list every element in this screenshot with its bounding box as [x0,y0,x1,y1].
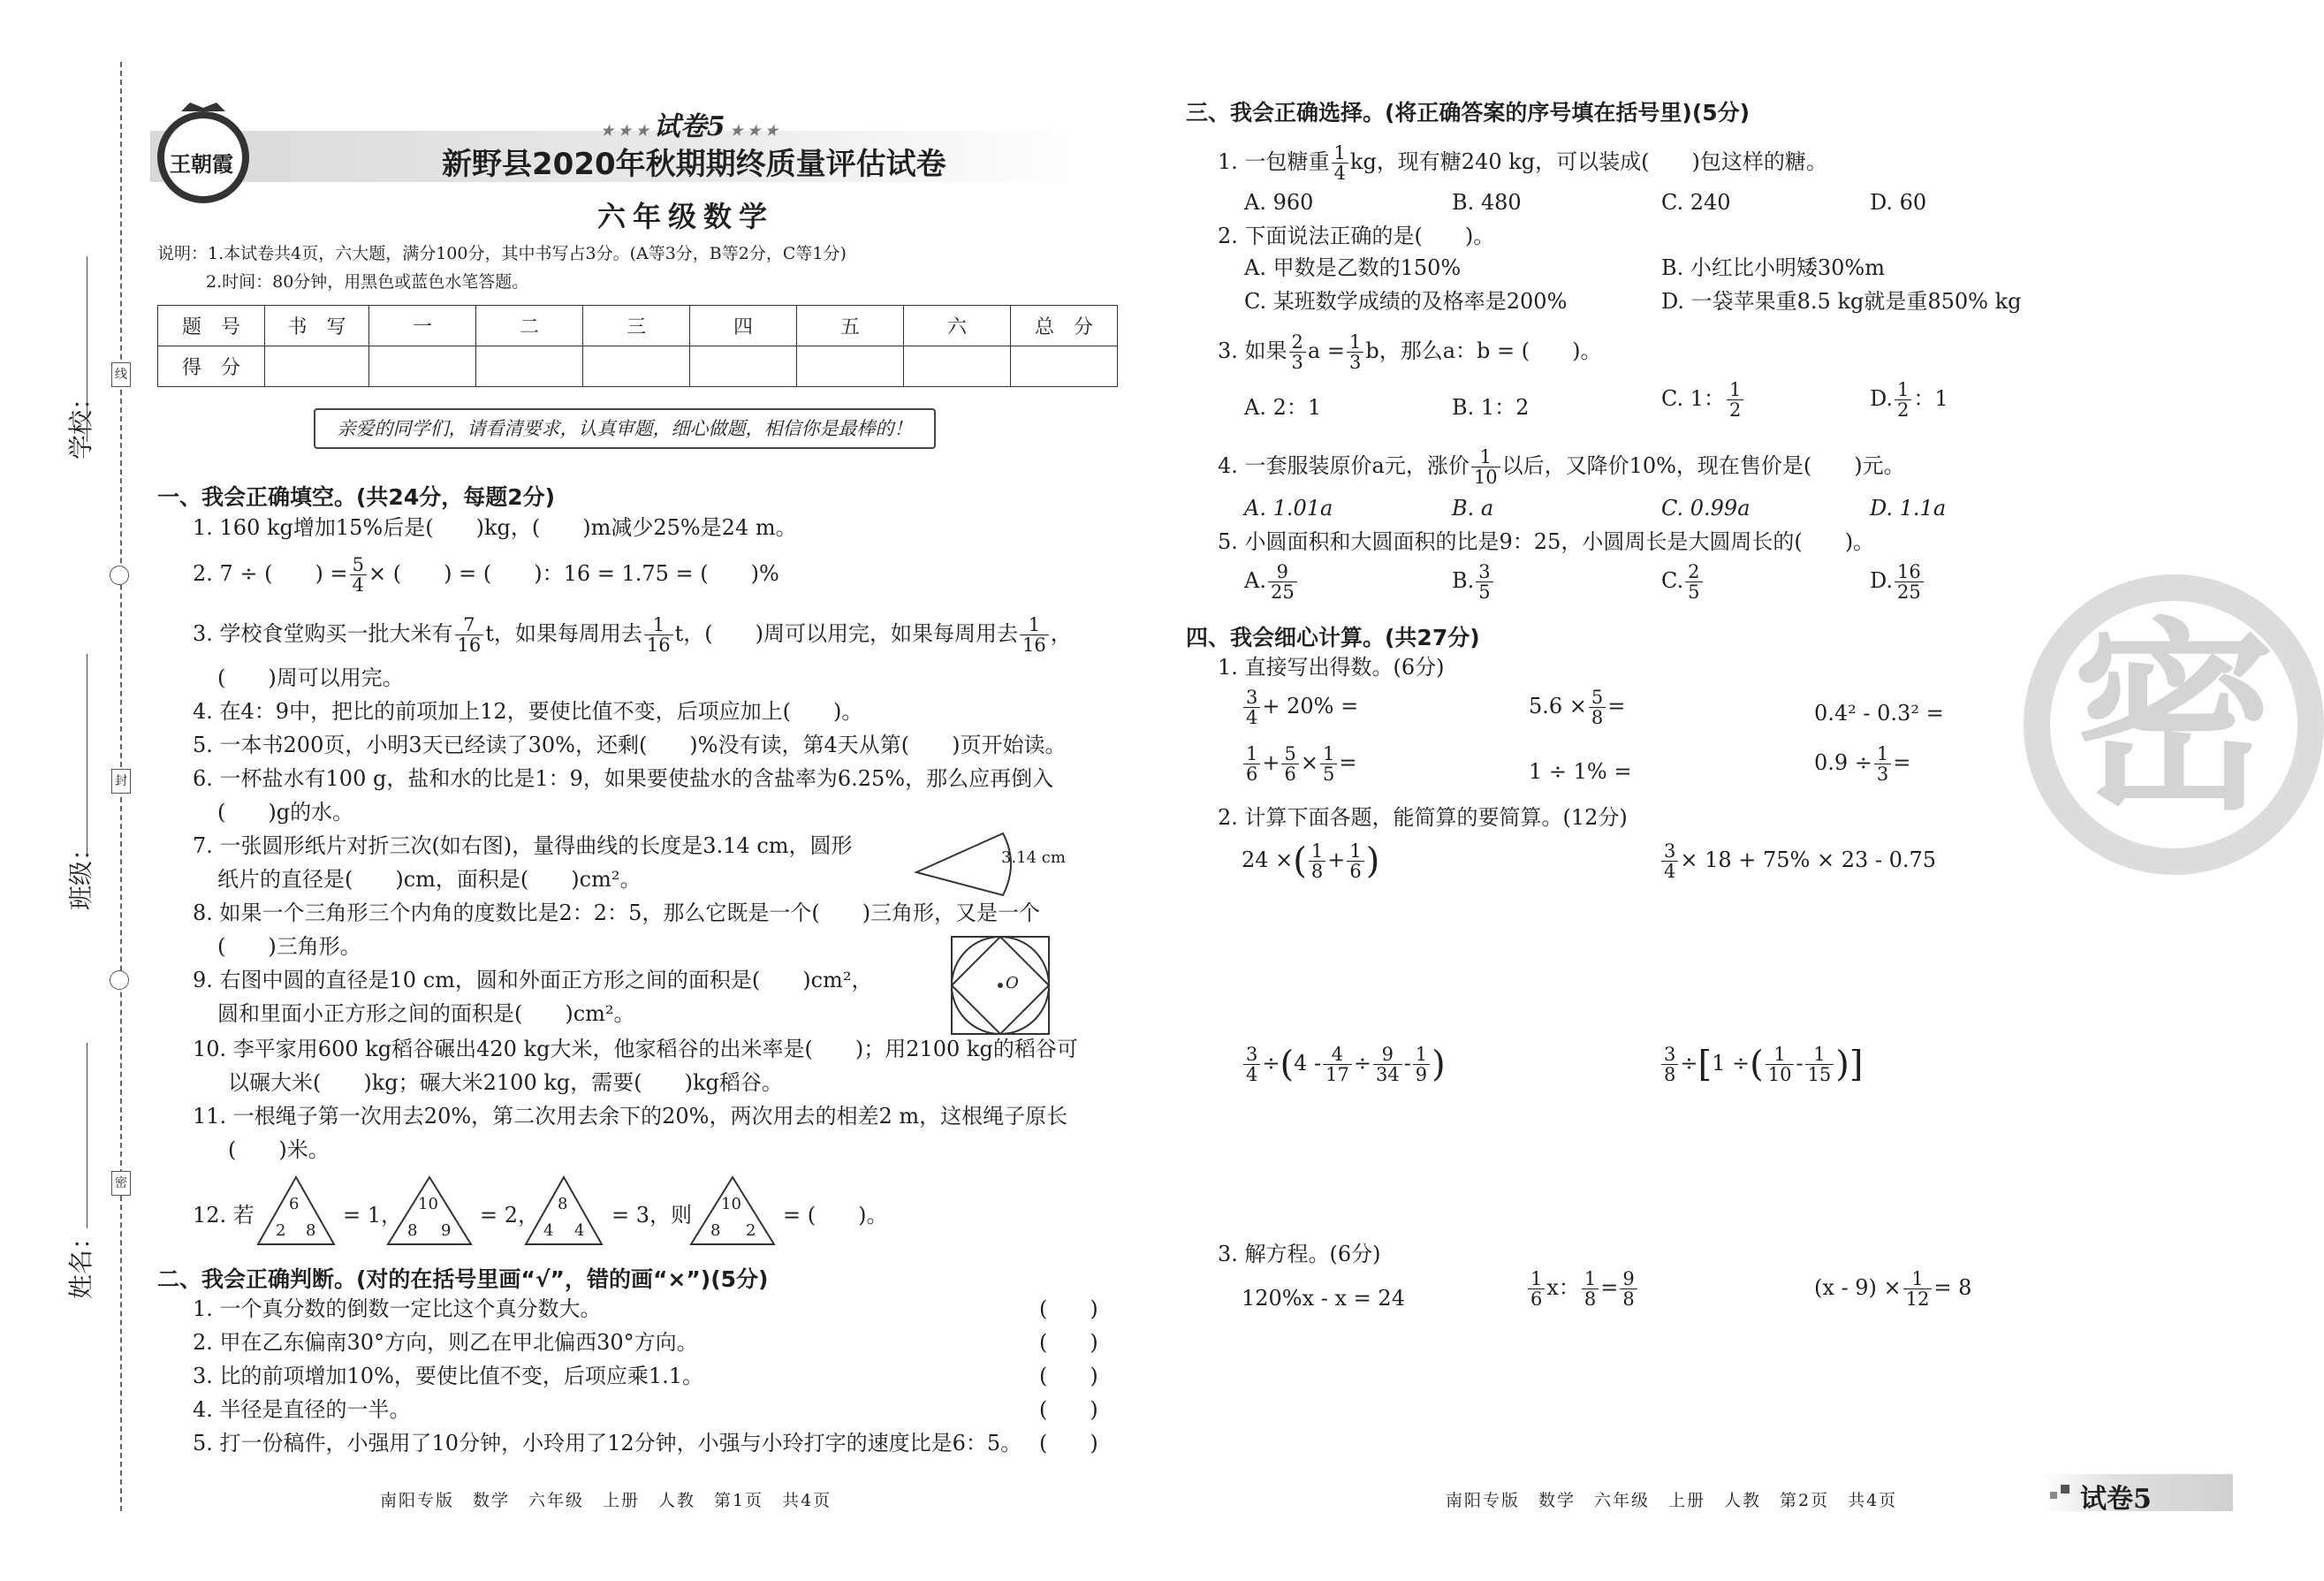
s2-answer-3[interactable]: ( ) [1039,1364,1098,1388]
fraction: $\frac{2}{3}$ [1289,332,1306,372]
triangle-top-number: 6 [289,1195,300,1213]
fraction: $\frac{1}{16}$ [644,615,673,655]
s3-q2-opt-c[interactable]: C. 某班数学成绩的及格率是200% [1244,289,1568,314]
s3-q5-opt-d[interactable]: D. $\frac{16}{25}$ [1870,562,1925,602]
s4-eq-2: $\frac{1}{6}$ x： $\frac{1}{8}$ = $\frac{9}{8}$ [1526,1269,1639,1309]
fraction: $\frac{3}{4}$ [1661,841,1678,881]
s3-q1: 1. 一包糖重 $\frac{1}{4}$ kg，现有糖240 kg，可以装成( )包这样的糖。 [1218,142,1827,184]
s1-q9: 9. 右图中圆的直径是10 cm，圆和外面正方形之间的面积是( )cm²， [193,968,873,992]
secret-mark: 密 [111,1171,131,1196]
s4-calc-4: $\frac{1}{6}$ + $\frac{5}{6}$ × $\frac{1}{5}$ = [1242,744,1356,784]
s2-answer-4[interactable]: ( ) [1039,1397,1098,1422]
seal-mark: 封 [111,769,131,794]
triangle-right-number: 9 [441,1221,452,1240]
fraction: $\frac{9}{25}$ [1268,562,1297,602]
square-circle-figure [950,935,1052,1040]
s3-q4-opt-b[interactable]: B. a [1452,496,1494,521]
s1-q9-cont: 圆和里面小正方形之间的面积是( )cm²。 [217,1001,635,1026]
fraction: $\frac{5}{6}$ [1281,744,1298,784]
triangle-figure [524,1175,604,1246]
s3-q5-opt-c[interactable]: C. $\frac{2}{5}$ [1661,562,1705,602]
s4-calc-2: 5.6 × $\frac{5}{8}$ = [1529,687,1626,728]
footer-left: 南阳专版 数学 六年级 上册 人教 第1页 共4页 [380,1491,832,1510]
s1-q12-result-4: = ( )。 [783,1203,888,1228]
fraction: $\frac{9}{8}$ [1620,1269,1637,1309]
score-col-3: 三 [583,306,690,346]
fraction: $\frac{1}{2}$ [1895,380,1911,420]
class-label: 班级： [66,835,95,910]
s3-q4-opt-c[interactable]: C. 0.99a [1661,496,1751,521]
motto-text: 亲爱的同学们，请看清要求，认真审题，细心做题，相信你是最棒的！ [337,418,913,439]
s2-item-1: 1. 一个真分数的倒数一定比这个真分数大。 [193,1296,602,1321]
s1-q6-cont: ( )g的水。 [217,800,354,825]
s3-q5: 5. 小圆面积和大圆面积的比是9：25，小圆周长是大圆周长的( )。 [1218,529,1875,554]
logo-badge [150,95,256,215]
s1-q8: 8. 如果一个三角形三个内角的度数比是2：2：5，那么它既是一个( )三角形，又是一个 [193,901,1041,925]
s4-eq-1: 120%x - x = 24 [1242,1286,1405,1311]
circle-ornament-icon [110,970,129,990]
s2-item-2: 2. 甲在乙东偏南30°方向，则乙在甲北偏西30°方向。 [193,1330,698,1355]
s4-eq-3: (x - 9) × $\frac{1}{12}$ = 8 [1814,1268,1972,1310]
fraction: $\frac{1}{10}$ [1766,1045,1795,1084]
s1-q1: 1. 160 kg增加15%后是( )kg，( )m减少25%是24 m。 [193,515,797,540]
fraction: $\frac{1}{8}$ [1309,841,1325,881]
s4-calc-1: $\frac{3}{4}$ + 20% = [1242,688,1358,727]
score-table-header-row [158,306,1118,346]
fraction: $\frac{1}{10}$ [1471,447,1500,487]
triangle-figure [386,1175,473,1246]
fraction: $\frac{5}{4}$ [350,555,367,595]
fraction: $\frac{1}{6}$ [1347,841,1363,881]
s4-calc-6: 0.9 ÷ $\frac{1}{3}$ = [1814,743,1911,785]
triangle-top-number: 8 [558,1195,568,1213]
score-cell[interactable] [1011,346,1118,387]
s3-q4-opt-d[interactable]: D. 1.1a [1870,496,1947,521]
fraction: $\frac{3}{4}$ [1243,1045,1260,1084]
s3-q2: 2. 下面说法正确的是( )。 [1218,224,1495,248]
triangle-left-number: 4 [543,1221,554,1240]
s1-q2: 2. 7 ÷ ( ) = $\frac{5}{4}$ × ( ) = ( )：16 = 1.75 = ( )% [193,554,779,596]
exam-tag [2041,1474,2233,1515]
footer-right: 南阳专版 数学 六年级 上册 人教 第2页 共4页 [1446,1491,1898,1510]
score-col-label: 题 号 [158,306,265,346]
score-col-2: 二 [476,306,583,346]
fraction: $\frac{4}{17}$ [1323,1045,1352,1084]
triangle-right-number: 4 [574,1221,585,1240]
exam-number: ★ ★ ★ 试卷5 ★ ★ ★ [601,111,778,142]
exam-note-2: 2.时间：80分钟，用黑色或蓝色水笔答题。 [206,272,529,292]
fraction: $\frac{1}{3}$ [1347,332,1363,372]
s1-q6: 6. 一杯盐水有100 g，盐和水的比是1：9，如果要使盐水的含盐率为6.25%，那么应再倒入 [193,766,1054,791]
s3-q5-opt-b[interactable]: B. $\frac{3}{5}$ [1452,562,1495,602]
exam-title: 新野县2020年秋期期终质量评估试卷 [442,147,946,182]
s1-q3-cont: ( )周可以用完。 [217,665,404,690]
s1-q11-cont: ( )米。 [228,1137,330,1162]
triangle-left-number: 8 [710,1221,721,1240]
star-icon: ★ ★ ★ [601,122,654,139]
score-cell[interactable] [265,346,369,387]
fraction: $\frac{1}{6}$ [1528,1269,1545,1309]
score-cell[interactable] [476,346,583,387]
score-cell[interactable] [369,346,476,387]
fraction: $\frac{7}{16}$ [455,615,484,655]
s1-q12-result-2: = 2， [480,1203,540,1228]
s4-calc-5: 1 ÷ 1% = [1529,759,1632,784]
triangle-figure [256,1175,336,1246]
s1-q11: 11. 一根绳子第一次用去20%，第二次用去余下的20%，两次用去的相差2 m，这根绳子原长 [193,1104,1068,1129]
score-table-score-row [158,346,1118,387]
seal-watermark-char: 密 [2071,602,2275,838]
square-deco-icon [2061,1485,2070,1494]
triangle-left-number: 8 [407,1221,418,1240]
exam-subject: 六年级数学 [597,200,775,233]
s1-q3: 3. 学校食堂购买一批大米有 $\frac{7}{16}$ t，如果每周用去 $\frac{1}{16}$ t，( )周可以用完，如果每周用去 $\frac{1}{16}$ ， [193,614,1072,656]
s3-q3-opt-b[interactable]: B. 1：2 [1452,395,1530,420]
fraction: $\frac{1}{8}$ [1582,1269,1599,1309]
score-table [157,305,1118,387]
logo-text: 王朝霞 [170,151,233,177]
s3-q1-opt-b[interactable]: B. 480 [1452,190,1522,215]
score-col-5: 五 [797,306,904,346]
triangle-left-number: 2 [276,1221,286,1240]
s1-q12-label: 12. 若 [193,1203,254,1228]
s3-q1-opt-c[interactable]: C. 240 [1661,190,1731,215]
square-deco-icon [2050,1492,2057,1499]
s2-item-3: 3. 比的前项增加10%，要使比值不变，后项应乘1.1。 [193,1364,704,1388]
s3-q1-opt-d[interactable]: D. 60 [1870,190,1927,215]
score-col-total: 总 分 [1011,306,1118,346]
fraction: $\frac{1}{6}$ [1243,744,1260,784]
s3-q5-opt-a[interactable]: A. $\frac{9}{25}$ [1244,562,1299,602]
s3-q2-opt-a[interactable]: A. 甲数是乙数的150% [1244,255,1462,280]
square-circle-icon [950,935,1052,1037]
triangle-top-number: 10 [418,1195,438,1213]
section-3-title: 三、我会正确选择。(将正确答案的序号填在括号里)(5分) [1186,100,1751,125]
score-col-1: 一 [369,306,476,346]
fraction: $\frac{1}{4}$ [1332,143,1348,183]
s1-q7: 7. 一张圆形纸片对折三次(如右图)，量得曲线的长度是3.14 cm，圆形 [193,833,853,858]
score-cell[interactable] [690,346,797,387]
exam-tag-text: 试卷5 [2080,1484,2152,1515]
s3-q2-opt-b[interactable]: B. 小红比小明矮30%m [1661,255,1885,280]
s2-answer-1[interactable]: ( ) [1039,1296,1098,1321]
s2-item-5: 5. 打一份稿件，小强用了10分钟，小玲用了12分钟，小强与小玲打字的速度比是6：5。 [193,1431,1022,1456]
fraction: $\frac{1}{12}$ [1903,1269,1933,1309]
fraction: $\frac{1}{9}$ [1413,1045,1430,1084]
line-mark: 线 [111,362,131,387]
s3-q3-opt-a[interactable]: A. 2：1 [1244,395,1322,420]
s2-answer-2[interactable]: ( ) [1039,1330,1098,1355]
triangle-figure [689,1175,776,1246]
fraction: $\frac{3}{5}$ [1476,562,1492,602]
seal-watermark [2024,574,2324,875]
fraction: $\frac{5}{8}$ [1589,688,1606,727]
section-4-title: 四、我会细心计算。(共27分) [1186,625,1480,650]
score-col-writing: 书 写 [265,306,369,346]
score-cell[interactable] [797,346,904,387]
exam-note-1: 说明：1.本试卷共4页，六大题，满分100分，其中书写占3分。(A等3分，B等2分，C等1分) [157,244,847,263]
s2-item-4: 4. 半径是直径的一半。 [193,1397,411,1422]
section-2-title: 二、我会正确判断。(对的在括号里画“√”，错的画“×”)(5分) [157,1266,769,1292]
sector-length-label: 3.14 cm [1001,848,1066,867]
name-label: 姓名： [66,1224,95,1299]
fraction: $\frac{1}{5}$ [1320,744,1337,784]
fraction: $\frac{2}{5}$ [1685,562,1702,602]
fraction: $\frac{9}{34}$ [1373,1045,1402,1084]
fraction: $\frac{1}{16}$ [1020,615,1049,655]
score-cell[interactable] [583,346,690,387]
s4-part-1: 1. 直接写出得数。(6分) [1218,655,1445,680]
s1-q8-cont: ( )三角形。 [217,934,361,959]
s1-q10-cont: 以碾大米( )kg；碾大米2100 kg，需要( )kg稻谷。 [228,1070,783,1095]
s4-part-3: 3. 解方程。(6分) [1218,1242,1381,1266]
s1-q7-cont: 纸片的直径是( )cm，面积是( )cm²。 [217,867,642,892]
fraction: $\frac{3}{8}$ [1661,1045,1678,1084]
score-col-6: 六 [904,306,1011,346]
s1-q12-result-3: = 3，则 [611,1203,693,1228]
score-cell[interactable] [904,346,1011,387]
s1-q5: 5. 一本书200页，小明3天已经读了30%，还剩( )%没有读，第4天从第( )页开始读。 [193,733,1067,757]
s4-part-2: 2. 计算下面各题，能简算的要简算。(12分) [1218,805,1628,830]
circle-center-label: O [1006,974,1019,992]
s4-expr-3: $\frac{3}{4}$ ÷(4 - $\frac{4}{17}$ ÷ $\frac{9}{34}$ - $\frac{1}{9}$ ) [1242,1045,1446,1084]
score-row-label: 得 分 [158,346,265,387]
s3-q3: 3. 如果 $\frac{2}{3}$ a = $\frac{1}{3}$ b，那么a：b = ( )。 [1218,331,1602,373]
s2-answer-5[interactable]: ( ) [1039,1431,1098,1456]
fraction: $\frac{1}{3}$ [1874,744,1891,784]
fraction: $\frac{16}{25}$ [1895,562,1924,602]
fraction: $\frac{3}{4}$ [1243,688,1260,727]
triangle-right-number: 2 [746,1221,756,1240]
s3-q4-opt-a[interactable]: A. 1.01a [1244,496,1333,521]
star-icon: ★ ★ ★ [725,122,778,139]
s4-calc-3: 0.4² - 0.3² = [1814,701,1944,726]
s3-q3-opt-d[interactable]: D. $\frac{1}{2}$ ：1 [1870,379,1948,421]
s3-q4: 4. 一套服装原价a元，涨价 $\frac{1}{10}$ 以后，又降价10%，现在售价是( )元。 [1218,446,1905,488]
motto-box [314,408,936,449]
s1-q10: 10. 李平家用600 kg稻谷碾出420 kg大米，他家稻谷的出米率是( )；用2100 kg的稻谷可 [193,1037,1078,1061]
fraction: $\frac{1}{15}$ [1805,1045,1834,1084]
circle-ornament-icon [110,566,129,585]
s3-q2-opt-d[interactable]: D. 一袋苹果重8.5 kg就是重850% kg [1661,289,2022,314]
score-col-4: 四 [690,306,797,346]
triangle-right-number: 8 [306,1221,316,1240]
triangle-top-number: 10 [721,1195,741,1213]
section-1-title: 一、我会正确填空。(共24分，每题2分) [157,484,556,510]
s4-expr-2: $\frac{3}{4}$ × 18 + 75% × 23 - 0.75 [1659,841,1936,881]
s1-q12-result-1: = 1， [343,1203,403,1228]
s3-q1-opt-a[interactable]: A. 960 [1244,190,1314,215]
fraction: $\frac{1}{2}$ [1727,380,1743,420]
s3-q3-opt-c[interactable]: C. 1： $\frac{1}{2}$ [1661,380,1745,420]
s4-expr-4: $\frac{3}{8}$ ÷[1 ÷( $\frac{1}{10}$ - $\frac{1}{15}$ )] [1659,1045,1864,1084]
school-label: 学校： [66,384,95,460]
s4-expr-1: 24 ×( $\frac{1}{8}$ + $\frac{1}{6}$ ) [1242,840,1380,882]
s1-q4: 4. 在4：9中，把比的前项加上12，要使比值不变，后项应加上( )。 [193,699,863,724]
